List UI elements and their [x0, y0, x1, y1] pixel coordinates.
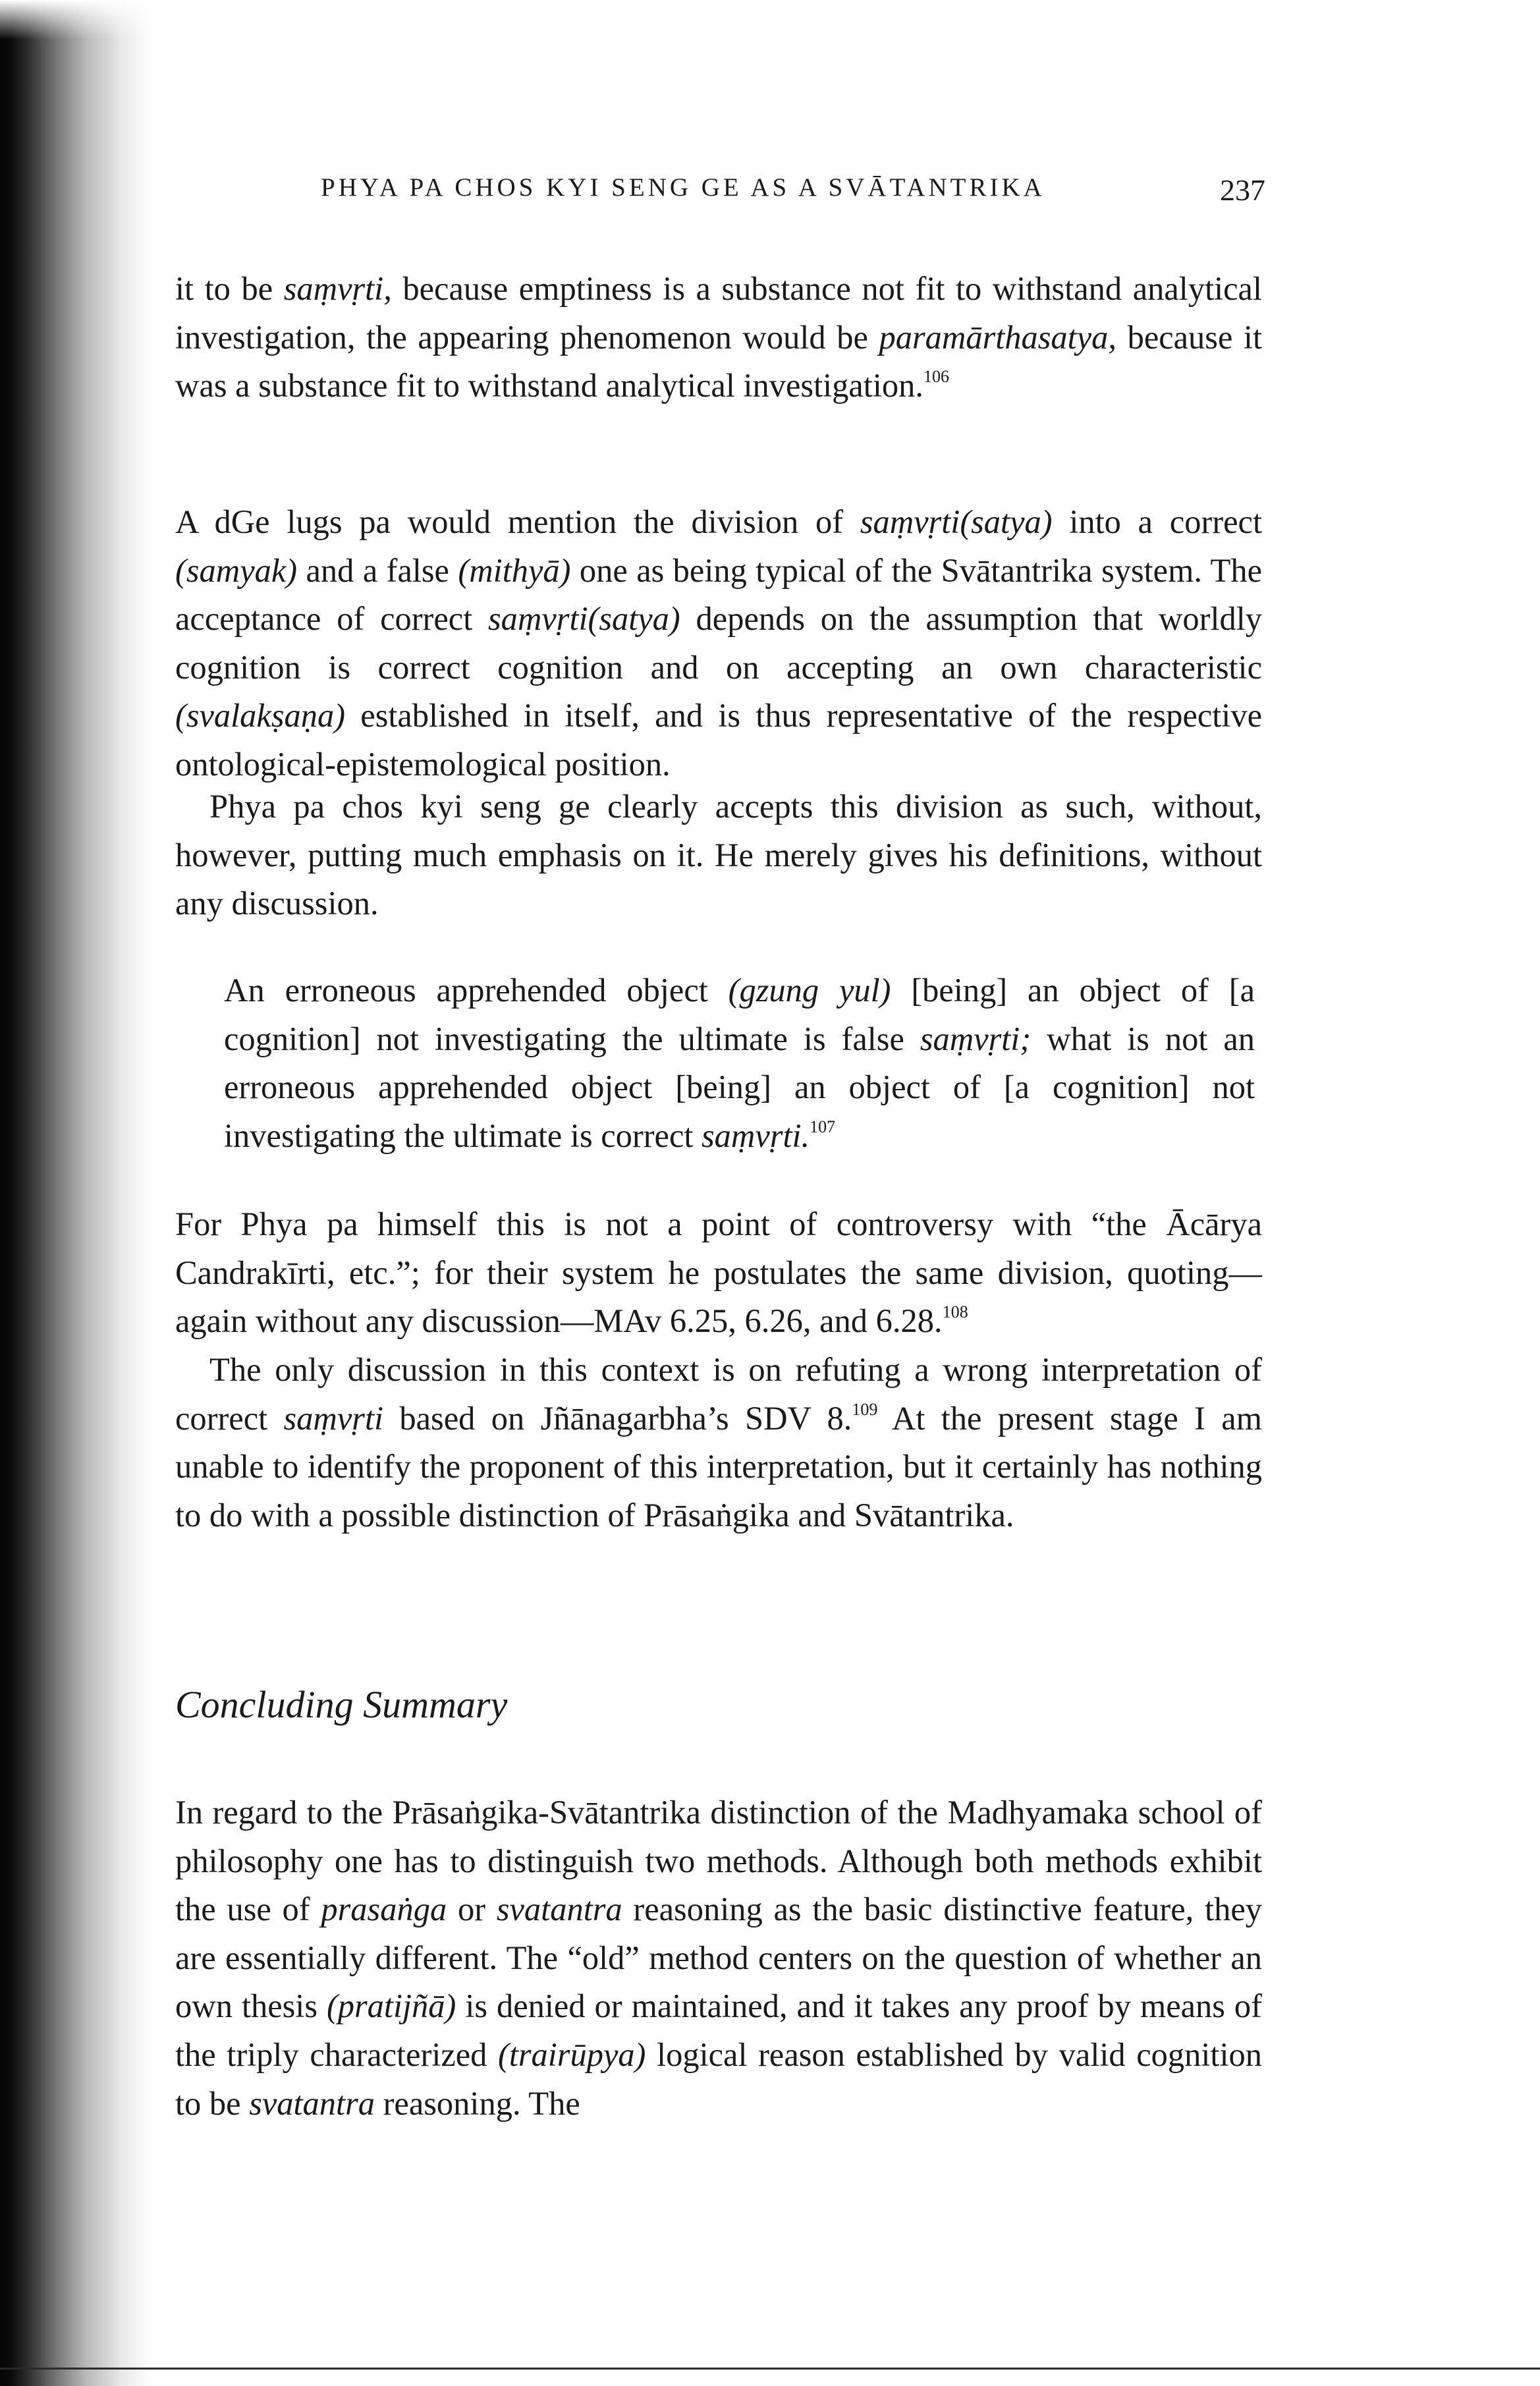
binding-shadow-fade — [0, 0, 198, 40]
page-number: 237 — [1220, 173, 1265, 207]
footnote-ref-109[interactable]: 109 — [852, 1399, 878, 1419]
footnote-ref-108[interactable]: 108 — [942, 1302, 968, 1322]
binding-shadow — [0, 0, 151, 2386]
paragraph-summary: In regard to the Prāsaṅgika-Svātantrika distinction of the Madhyamaka school of philosophy one has to distinguish two methods. Although both methods exhibit the use of prasaṅga or svatantra reasoning as the basic distinctive feature, they are essentially different. The “old” method centers on the question of whether an own thesis (pratijñā) is denied or maintained, and it takes any proof by means of the triply characterized (trairūpya) logical reason established by valid cognition to be svatantra reasoning. The — [175, 1794, 1262, 2122]
section-heading: Concluding Summary — [175, 1683, 508, 1726]
running-head: PHYA PA CHOS KYI SENG GE AS A SVĀTANTRIKA — [321, 173, 1045, 202]
paragraph-only-discussion: The only discussion in this context is on refuting a wrong interpretation of correct saṃvṛti based on Jñānagarbha’s SDV 8.$^{109}$ At the present stage I am unable to identify the proponent of this interpretation, but it certainly has nothing to do with a possible distinction of Prāsaṅgika and Svātantrika. — [175, 1351, 1262, 1534]
footnote-ref-106[interactable]: 106 — [923, 367, 949, 387]
scan-bottom-edge — [0, 2368, 1540, 2370]
paragraph-phya-pa-accepts: Phya pa chos kyi seng ge clearly accepts this division as such, without, however, putting much emphasis on it. He merely gives his definitions, without any discussion. — [175, 788, 1262, 922]
footnote-ref-107[interactable]: 107 — [810, 1117, 836, 1136]
paragraph-controversy: For Phya pa himself this is not a point of controversy with “the Ācārya Candrakīrti, etc.”; for their system he postulates the same division, quoting—again without any discussion—MAv 6.25, 6.26, and 6.28.$^{108}$ — [175, 1206, 1262, 1340]
paragraph-dge-lugs: A dGe lugs pa would mention the division of saṃvṛti(satya) into a correct (samyak) and a false (mithyā) one as being typical of the Svātantrika system. The acceptance of correct saṃvṛti(satya) depends on the assumption that worldly cognition is correct cognition and on accepting an own characteristic (svalakṣaṇa) established in itself, and is thus representative of the respective ontological-epistemological position. — [175, 503, 1263, 783]
paragraph-continuation: it to be saṃvṛti, because emptiness is a substance not fit to withstand analytical investigation, the appearing phenomenon would be paramārthasatya, because it was a substance fit to withstand analytical investigation.$^{106}$ — [175, 270, 1262, 404]
block-quote-definition: An erroneous apprehended object (gzung yul) [being] an object of [a cognition] not investigating the ultimate is false saṃvṛti; what is not an erroneous apprehended object [being] an object of [a cognition] not investigating the ultimate is correct saṃvṛti.$^{107}$ — [224, 972, 1255, 1154]
